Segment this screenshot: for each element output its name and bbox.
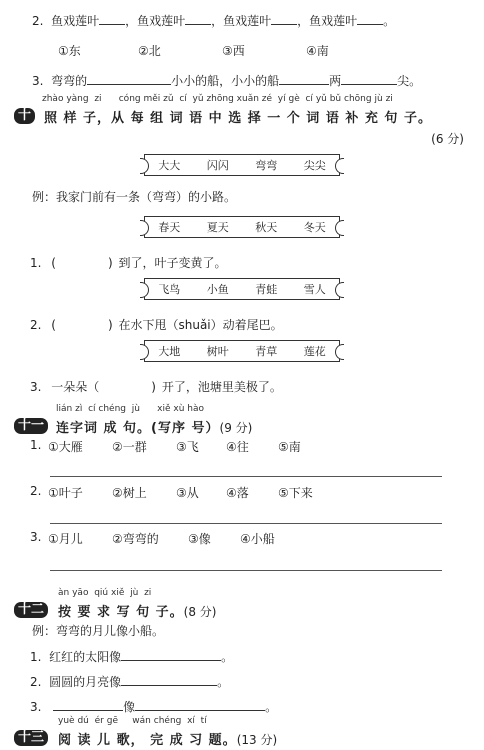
q2-option[interactable]: ③西 [222, 44, 245, 58]
q2-line [32, 12, 395, 29]
row-num: 3. [30, 530, 42, 544]
answer-line[interactable] [50, 476, 442, 477]
q2-text-a: 鱼戏莲叶 [51, 14, 100, 28]
q2-text-c: ，鱼戏莲叶 [211, 14, 272, 28]
q3-num: 3. [32, 74, 44, 88]
word-option[interactable]: 飞鸟 [158, 283, 181, 296]
answer-line[interactable] [50, 570, 442, 571]
word-card[interactable]: ②弯弯的 [112, 532, 159, 546]
sec11-row-2 [30, 484, 450, 500]
q2-blank-1[interactable] [99, 13, 125, 25]
sentence-start: 圆圆的月亮像 [49, 675, 122, 689]
word-option: 弯弯 [255, 159, 278, 172]
sec12-row-3 [30, 698, 277, 715]
word-card[interactable]: ②树上 [112, 486, 147, 500]
word-card[interactable]: ⑤下来 [278, 486, 313, 500]
section-11-number: 十一 [14, 418, 48, 434]
section-12-number: 十二 [14, 602, 48, 618]
row-num: 2. [30, 675, 42, 689]
word-option[interactable]: 大地 [158, 345, 181, 358]
q2-option[interactable]: ④南 [306, 44, 329, 58]
word-card[interactable]: ③像 [188, 532, 211, 546]
row-num: 2. [30, 484, 42, 498]
period: 。 [221, 650, 234, 664]
section-10-pinyin: zhào yàng zi cóng měi zǔ cí yǔ zhōng xuǎn zé yí gè cí yǔ bǔ chōng jù zi [42, 94, 393, 104]
sec11-row-1 [30, 438, 450, 454]
fill-blank[interactable] [121, 649, 221, 661]
sec10-q1 [30, 254, 227, 271]
fill-blank[interactable] [121, 674, 217, 686]
section-10-example: 例：我家门前有一条（弯弯）的小路。 [32, 190, 237, 204]
q3-c: 两 [329, 74, 342, 88]
sec10-q3-num: 3. [30, 380, 42, 394]
section-11-score: (9 分) [219, 421, 253, 435]
paren-close: ) [107, 256, 113, 270]
sec11-row-3 [30, 530, 450, 546]
fill-blank[interactable] [135, 699, 265, 711]
q2-num: 2. [32, 14, 44, 28]
word-card[interactable]: ④往 [226, 440, 249, 454]
period: 。 [217, 675, 230, 689]
section-13-score: (13 分) [236, 733, 278, 747]
answer-line[interactable] [50, 523, 442, 524]
section-11-pinyin: lián zì cí chéng jù xiě xù hào [56, 404, 205, 414]
section-13-title: 阅 读 儿 歌， 完 成 习 题。(13 分) [58, 733, 278, 748]
section-10-number: 十 [14, 108, 35, 124]
section-13-number: 十三 [14, 730, 48, 746]
section-12-pinyin: àn yāo qiú xiě jù zi [58, 588, 152, 598]
sentence-mid: 像 [123, 700, 136, 714]
sec10-q2-text: 在水下甩（shuǎi）动着尾巴。 [118, 318, 283, 332]
sec12-row-1 [30, 648, 233, 665]
sec10-q3-text: 开了，池塘里美极了。 [161, 380, 282, 394]
word-option[interactable]: 青草 [255, 345, 278, 358]
sec12-row-2 [30, 673, 229, 690]
section-13-header [14, 716, 474, 748]
word-option: 大大 [158, 159, 181, 172]
word-card[interactable]: ③从 [176, 486, 199, 500]
sentence-start: 红红的太阳像 [49, 650, 122, 664]
word-option[interactable]: 春天 [158, 221, 181, 234]
word-box-1 [144, 216, 340, 238]
q3-blank-2[interactable] [279, 73, 329, 85]
sec10-q2-num: 2. [30, 318, 42, 332]
q2-blank-2[interactable] [185, 13, 211, 25]
paren-close: ) [107, 318, 113, 332]
word-card[interactable]: ①大雁 [48, 440, 83, 454]
q3-b: 小小的船，小小的船 [171, 74, 280, 88]
q3-blank-1[interactable] [87, 73, 171, 85]
q2-blank-3[interactable] [271, 13, 297, 25]
word-option: 闪闪 [206, 159, 229, 172]
q3-a: 弯弯的 [51, 74, 88, 88]
row-num: 1. [30, 438, 42, 452]
q2-option[interactable]: ①东 [58, 44, 81, 58]
word-option[interactable]: 雪人 [303, 283, 326, 296]
section-10-title: 照 样 子，从 每 组 词 语 中 选 择 一 个 词 语 补 充 句 子。 [44, 111, 432, 126]
q2-blank-4[interactable] [357, 13, 383, 25]
q2-end: 。 [383, 14, 396, 28]
sec10-q1-num: 1. [30, 256, 42, 270]
q3-blank-3[interactable] [341, 73, 397, 85]
sec10-q3 [30, 378, 282, 395]
word-card[interactable]: ③飞 [176, 440, 199, 454]
word-option: 尖尖 [303, 159, 326, 172]
word-option[interactable]: 小鱼 [206, 283, 229, 296]
period: 。 [265, 700, 278, 714]
q3-d: 尖。 [397, 74, 422, 88]
section-11-header [14, 404, 474, 436]
word-card[interactable]: ④小船 [240, 532, 275, 546]
section-11-title: 连字词 成 句。(写序 号）(9 分) [56, 421, 253, 436]
fill-blank[interactable] [53, 699, 123, 711]
word-option[interactable]: 青蛙 [255, 283, 278, 296]
row-num: 3. [30, 700, 42, 714]
q3-line [32, 72, 421, 89]
sec10-q1-text: 到了，叶子变黄了。 [118, 256, 227, 270]
word-card[interactable]: ④落 [226, 486, 249, 500]
section-10-score: (6 分) [431, 132, 464, 146]
q2-option[interactable]: ②北 [138, 44, 161, 58]
word-box-example [144, 154, 340, 176]
q2-text-b: ，鱼戏莲叶 [125, 14, 186, 28]
q2-text-d: ，鱼戏莲叶 [297, 14, 358, 28]
word-card[interactable]: ②一群 [112, 440, 147, 454]
word-option[interactable]: 秋天 [255, 221, 278, 234]
word-option[interactable]: 夏天 [206, 221, 229, 234]
sec10-q2 [30, 316, 283, 333]
paren-open: ( [51, 318, 56, 332]
section-12-score: (8 分) [183, 605, 217, 619]
word-option[interactable]: 冬天 [303, 221, 326, 234]
paren-close: ) [151, 380, 156, 394]
word-option[interactable]: 莲花 [303, 345, 326, 358]
section-12-title: 按 要 求 写 句 子。(8 分) [58, 605, 217, 620]
word-card[interactable]: ①叶子 [48, 486, 83, 500]
word-option[interactable]: 树叶 [206, 345, 229, 358]
section-13-pinyin: yuè dú ér gē wán chéng xí tí [58, 716, 207, 726]
paren-open: ( [51, 256, 56, 270]
section-12-header [14, 588, 474, 620]
word-card[interactable]: ①月儿 [48, 532, 83, 546]
word-box-2 [144, 278, 340, 300]
sec10-q3-pre: 一朵朵（ [51, 380, 100, 394]
row-num: 1. [30, 650, 42, 664]
section-10-header [14, 94, 474, 126]
word-box-3 [144, 340, 340, 362]
section-12-example: 例：弯弯的月儿像小船。 [32, 624, 165, 638]
word-card[interactable]: ⑤南 [278, 440, 301, 454]
